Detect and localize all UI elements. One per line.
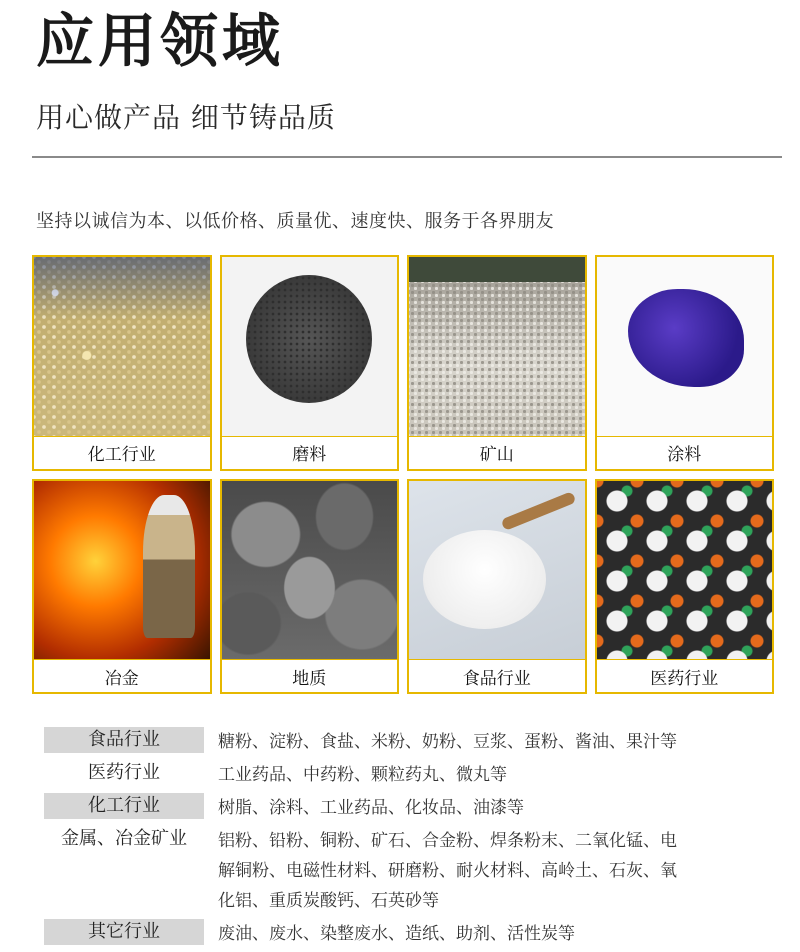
page-subtitle: 用心做产品 细节铸品质 [36, 101, 336, 134]
gallery-caption: 冶金 [34, 659, 210, 692]
row-value-line: 解铜粉、电磁性材料、研磨粉、耐火材料、高岭土、石灰、氧 [218, 861, 677, 881]
gallery-caption: 地质 [222, 659, 398, 692]
gallery-caption: 化工行业 [34, 436, 210, 469]
gallery-caption: 磨料 [222, 436, 398, 469]
chemical-granules-photo [34, 257, 210, 436]
gallery-item-pharma [595, 479, 775, 695]
row-value-line: 废油、废水、染整废水、造纸、助剂、活性炭等 [218, 924, 575, 944]
rocks-photo [222, 481, 398, 660]
row-label: 其它行业 [44, 919, 204, 945]
abrasive-powder-photo [222, 257, 398, 436]
row-label: 食品行业 [44, 727, 204, 753]
table-row [44, 727, 784, 757]
gallery-caption: 矿山 [409, 436, 585, 469]
gallery-item-geology [220, 479, 400, 695]
worker-figure [143, 495, 196, 638]
gallery-caption: 涂料 [597, 436, 773, 469]
slogan-text: 坚持以诚信为本、以低价格、质量优、速度快、服务于各界朋友 [36, 211, 554, 232]
white-powder-photo [409, 481, 585, 660]
row-value-line: 铝粉、铅粉、铜粉、矿石、合金粉、焊条粉末、二氧化锰、电 [218, 831, 677, 851]
row-value [204, 826, 784, 916]
application-gallery [32, 255, 774, 694]
gallery-item-chemical [32, 255, 212, 471]
row-label: 金属、冶金矿业 [61, 828, 187, 849]
table-row [44, 919, 784, 949]
row-value [204, 919, 784, 949]
gallery-item-abrasive [220, 255, 400, 471]
row-value [204, 793, 784, 823]
row-value-line: 工业药品、中药粉、颗粒药丸、微丸等 [218, 765, 507, 785]
row-label: 医药行业 [88, 762, 160, 783]
table-row [44, 793, 784, 823]
applications-table [44, 727, 784, 952]
header-divider [32, 156, 782, 158]
row-value-line: 糖粉、淀粉、食盐、米粉、奶粉、豆浆、蛋粉、酱油、果汁等 [218, 732, 677, 752]
row-value [204, 760, 784, 790]
gallery-item-mining [407, 255, 587, 471]
row-value [204, 727, 784, 757]
table-row [44, 760, 784, 790]
gallery-item-coating [595, 255, 775, 471]
steel-furnace-photo [34, 481, 210, 660]
table-row [44, 826, 784, 916]
gallery-item-food [407, 479, 587, 695]
row-value-line: 树脂、涂料、工业药品、化妆品、油漆等 [218, 798, 524, 818]
gallery-caption: 医药行业 [597, 659, 773, 692]
gallery-item-metallurgy [32, 479, 212, 695]
gravel-pile-photo [409, 257, 585, 436]
page-title: 应用领域 [36, 7, 285, 75]
pills-photo [597, 481, 773, 660]
gallery-caption: 食品行业 [409, 659, 585, 692]
row-label: 化工行业 [44, 793, 204, 819]
row-value-line: 化铝、重质炭酸钙、石英砂等 [218, 891, 439, 911]
blue-pigment-photo [597, 257, 773, 436]
